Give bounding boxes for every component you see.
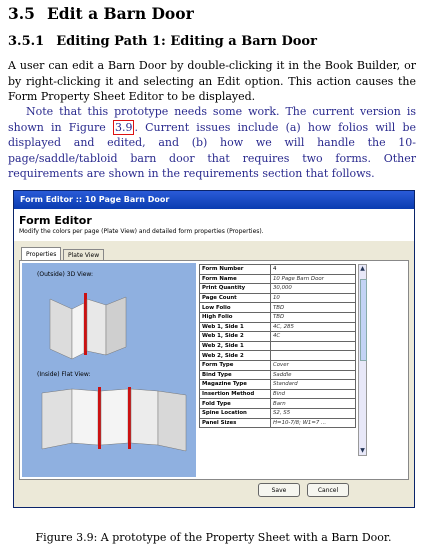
figure-screenshot: [13, 190, 415, 508]
property-key: Print Quantity: [200, 284, 271, 294]
property-key: Web 2, Side 1: [200, 341, 271, 351]
property-key: Spine Location: [200, 408, 271, 418]
properties-panel: [19, 260, 409, 480]
property-row[interactable]: [200, 389, 356, 399]
form-editor-heading: Form Editor: [19, 214, 92, 227]
scroll-down-icon[interactable]: ▼: [360, 447, 365, 454]
form-editor-subheading: Modify the colors per page (Plate View) and detailed form properties (Properties).: [19, 228, 264, 235]
property-value[interactable]: 30,000: [271, 284, 356, 294]
paragraph-1: A user can edit a Barn Door by double-clicking it in the Book Builder, or by right-clicking it and selecting an Edit option. This action causes the Form Property Sheet Editor to be displayed.: [8, 59, 416, 103]
paragraph-2: [8, 104, 416, 182]
property-key: Bind Type: [200, 370, 271, 380]
save-button[interactable]: Save: [258, 483, 300, 497]
property-row[interactable]: [200, 351, 356, 361]
subsection-title: Editing Path 1: Editing a Barn Door: [56, 34, 317, 49]
property-row[interactable]: [200, 332, 356, 342]
property-value[interactable]: TBD: [271, 303, 356, 313]
paragraph-2-after: . Current issues include (a) how folios will be displayed and edited, and (b) how we will handle the 10-page/saddle/tabloid barn door that requires two forms. Other requirements are shown in the requirements section that follows.: [8, 120, 416, 180]
property-row[interactable]: [200, 408, 356, 418]
property-value[interactable]: 4C: [271, 332, 356, 342]
property-row[interactable]: [200, 341, 356, 351]
property-value[interactable]: Saddle: [271, 370, 356, 380]
cancel-button[interactable]: Cancel: [307, 483, 349, 497]
property-value[interactable]: Cover: [271, 360, 356, 370]
property-key: Fold Type: [200, 399, 271, 409]
property-value[interactable]: 4: [271, 265, 356, 275]
property-row[interactable]: [200, 322, 356, 332]
property-row[interactable]: [200, 265, 356, 275]
property-value[interactable]: 4C, 285: [271, 322, 356, 332]
property-row[interactable]: [200, 360, 356, 370]
property-row[interactable]: [200, 312, 356, 322]
scroll-up-icon[interactable]: ▲: [360, 265, 365, 272]
property-key: Panel Sizes: [200, 418, 271, 428]
property-value[interactable]: TBD: [271, 312, 356, 322]
property-key: Form Name: [200, 274, 271, 284]
property-row[interactable]: [200, 303, 356, 313]
property-key: Low Folio: [200, 303, 271, 313]
property-row[interactable]: [200, 274, 356, 284]
property-table: [199, 264, 356, 428]
property-key: Insertion Method: [200, 389, 271, 399]
property-row[interactable]: [200, 293, 356, 303]
property-key: Form Type: [200, 360, 271, 370]
property-value[interactable]: 10: [271, 293, 356, 303]
outside-3d-label: (Outside) 3D View:: [37, 271, 94, 278]
inside-flat-label: (Inside) Flat View:: [37, 371, 91, 378]
section-title: Edit a Barn Door: [46, 4, 194, 23]
property-row[interactable]: [200, 399, 356, 409]
tab-plate-view[interactable]: Plate View: [63, 249, 104, 261]
section-number: 3.5: [8, 4, 35, 23]
section-heading: [8, 4, 194, 23]
window-title: Form Editor :: 10 Page Barn Door: [14, 191, 414, 209]
property-key: Page Count: [200, 293, 271, 303]
scroll-thumb[interactable]: [360, 279, 367, 361]
figure-caption: Figure 3.9: A prototype of the Property Sheet with a Barn Door.: [35, 531, 392, 544]
property-row[interactable]: [200, 284, 356, 294]
property-scrollbar[interactable]: [358, 264, 367, 456]
property-value[interactable]: S2, S5: [271, 408, 356, 418]
property-value[interactable]: 10 Page Barn Door: [271, 274, 356, 284]
preview-area: [22, 263, 196, 477]
barn-door-3d-illustration: [22, 263, 196, 477]
paragraph-2-before: Note that this prototype needs some work. The current version is shown in Figure: [8, 105, 416, 134]
property-key: Web 2, Side 2: [200, 351, 271, 361]
property-key: Web 1, Side 1: [200, 322, 271, 332]
property-key: Magazine Type: [200, 380, 271, 390]
property-row[interactable]: [200, 418, 356, 428]
property-value[interactable]: H=10-7/8; W1=7 ...: [271, 418, 356, 428]
property-key: Web 1, Side 2: [200, 332, 271, 342]
property-row[interactable]: [200, 380, 356, 390]
property-key: Form Number: [200, 265, 271, 275]
tab-properties[interactable]: Properties: [21, 247, 61, 261]
subsection-heading: [8, 34, 317, 49]
property-value[interactable]: [271, 351, 356, 361]
property-key: High Folio: [200, 312, 271, 322]
subsection-number: 3.5.1: [8, 34, 45, 49]
property-row[interactable]: [200, 370, 356, 380]
property-value[interactable]: Standard: [271, 380, 356, 390]
property-value[interactable]: [271, 341, 356, 351]
property-value[interactable]: Barn: [271, 399, 356, 409]
figure-ref-link[interactable]: 3.9: [114, 120, 133, 134]
property-value[interactable]: Bind: [271, 389, 356, 399]
